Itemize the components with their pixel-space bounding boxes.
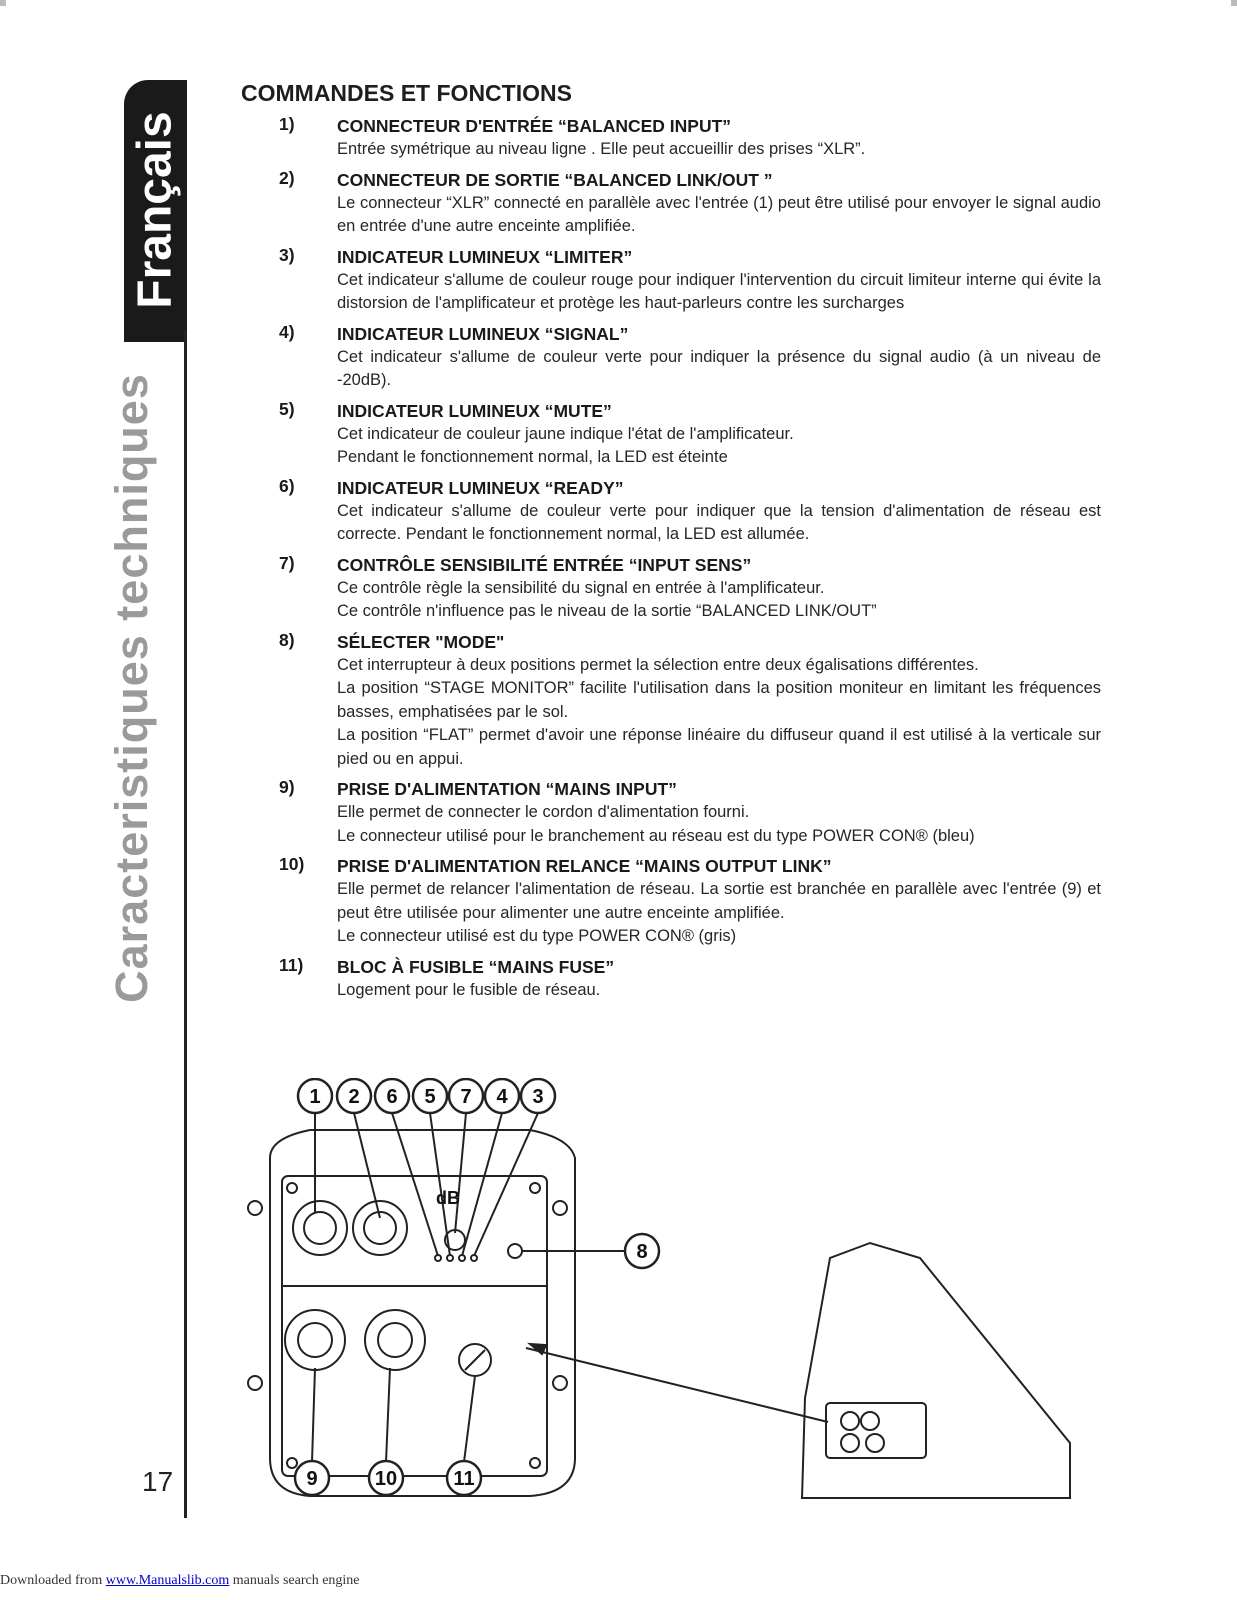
item-description: Cet indicateur de couleur jaune indique l'état de l'amplificateur. xyxy=(337,424,794,443)
function-item xyxy=(241,777,1101,848)
callout-label: 7 xyxy=(460,1086,472,1108)
item-heading: BLOC À FUSIBLE “MAINS FUSE” xyxy=(337,956,615,977)
callout-label: 8 xyxy=(636,1241,648,1263)
item-description: La position “FLAT” permet d'avoir une réponse linéaire du diffuseur quand il est utilisé à la verticale sur pied ou en appui. xyxy=(337,726,1101,768)
item-heading: PRISE D'ALIMENTATION “MAINS INPUT” xyxy=(337,779,677,799)
item-description: Elle permet de connecter le cordon d'alimentation fourni. xyxy=(337,803,750,821)
function-item xyxy=(241,245,1101,316)
callout-label: 2 xyxy=(348,1086,360,1108)
function-item xyxy=(241,630,1101,772)
footer-suffix: manuals search engine xyxy=(229,1573,360,1588)
item-number: 10) xyxy=(279,854,305,874)
item-number: 1) xyxy=(279,114,295,134)
item-number: 6) xyxy=(279,475,295,496)
function-item xyxy=(241,168,1101,239)
mode-switch xyxy=(508,1244,522,1258)
mount-hole xyxy=(553,1376,567,1390)
section-label: Caracteristiques techniques xyxy=(106,373,157,1003)
rear-panel-diagram xyxy=(230,1078,1090,1518)
item-heading: INDICATEUR LUMINEUX “READY” xyxy=(337,477,624,498)
item-description: Entrée symétrique au niveau ligne . Elle peut accueillir des prises “XLR”. xyxy=(337,140,866,158)
footer-prefix: Downloaded from xyxy=(0,1573,106,1588)
callout-label: 5 xyxy=(424,1086,436,1108)
callout-label: 4 xyxy=(496,1086,508,1108)
item-number: 5) xyxy=(279,398,295,419)
item-number: 3) xyxy=(279,244,295,265)
item-heading: INDICATEUR LUMINEUX “SIGNAL” xyxy=(337,323,629,344)
callout-label: 6 xyxy=(386,1086,398,1108)
function-item xyxy=(241,322,1101,393)
item-description: Cet indicateur s'allume de couleur verte pour indiquer la présence du signal audio (à un niveau de -20dB). xyxy=(337,347,1101,389)
item-description: Le connecteur utilisé pour le branchement au réseau est du type POWER CON® (bleu) xyxy=(337,826,975,845)
item-description: La position “STAGE MONITOR” facilite l'utilisation dans la position moniteur en limitant les fréquences basses, emphatisées par le sol. xyxy=(337,679,1101,721)
item-heading: INDICATEUR LUMINEUX “LIMITER” xyxy=(337,246,633,267)
function-item xyxy=(241,854,1101,949)
corner-mark xyxy=(0,0,6,6)
function-list xyxy=(241,114,1101,1008)
function-item xyxy=(241,955,1101,1003)
sidebar-rule xyxy=(184,330,187,1518)
item-heading: CONTRÔLE SENSIBILITÉ ENTRÉE “INPUT SENS” xyxy=(337,554,752,575)
mount-hole xyxy=(553,1201,567,1215)
item-description: Cet interrupteur à deux positions permet la sélection entre deux égalisations différentes. xyxy=(337,655,979,674)
mains-output-connector xyxy=(365,1310,425,1370)
corner-mark xyxy=(1231,0,1237,6)
function-item xyxy=(241,399,1101,470)
item-description: Ce contrôle règle la sensibilité du signal en entrée à l'amplificateur. xyxy=(337,578,825,597)
callout-label: 10 xyxy=(374,1468,398,1490)
item-description: Pendant le fonctionnement normal, la LED est éteinte xyxy=(337,448,728,466)
item-number: 2) xyxy=(279,167,295,188)
callout-label: 1 xyxy=(309,1086,321,1108)
item-heading: CONNECTEUR DE SORTIE “BALANCED LINK/OUT ” xyxy=(337,169,773,190)
callout-label: 3 xyxy=(532,1086,544,1108)
page-title: COMMANDES ET FONCTIONS xyxy=(241,80,572,106)
download-footer xyxy=(0,1573,360,1589)
item-heading: PRISE D'ALIMENTATION RELANCE “MAINS OUTPUT LINK” xyxy=(337,856,832,876)
xlr-input-connector xyxy=(293,1201,347,1255)
item-description: Cet indicateur s'allume de couleur verte pour indiquer que la tension d'alimentation de réseau est correcte. Pendant le fonctionnement normal, la LED est allumée. xyxy=(337,501,1101,543)
callout-label: 9 xyxy=(306,1468,318,1490)
function-item xyxy=(241,476,1101,547)
item-number: 7) xyxy=(279,552,295,573)
item-description: Logement pour le fusible de réseau. xyxy=(337,980,601,999)
item-description: Cet indicateur s'allume de couleur rouge pour indiquer l'intervention du circuit limiteur interne qui évite la distorsion de l'amplificateur et protège les haut-parleurs contre les surcharges xyxy=(337,270,1101,312)
item-description: Elle permet de relancer l'alimentation de réseau. La sortie est branchée en parallèle avec l'entrée (9) et peut être utilisée pour alimenter une autre enceinte amplifiée. xyxy=(337,880,1101,922)
item-number: 8) xyxy=(279,629,295,650)
item-number: 11) xyxy=(279,954,304,975)
item-heading: CONNECTEUR D'ENTRÉE “BALANCED INPUT” xyxy=(337,116,732,136)
item-number: 9) xyxy=(279,777,295,797)
mount-hole xyxy=(248,1376,262,1390)
function-item xyxy=(241,553,1101,624)
manualslib-link[interactable]: www.Manualslib.com xyxy=(105,1573,230,1588)
control-plate xyxy=(282,1176,547,1476)
mount-hole xyxy=(248,1201,262,1215)
item-heading: SÉLECTER "MODE" xyxy=(337,631,505,652)
page-number: 17 xyxy=(142,1466,174,1497)
brand-mark: dB xyxy=(436,1188,460,1208)
xlr-output-connector xyxy=(353,1201,407,1255)
wedge-monitor xyxy=(802,1243,1070,1498)
item-number: 4) xyxy=(279,321,295,342)
item-description: Le connecteur utilisé est du type POWER CON® (gris) xyxy=(337,927,737,945)
function-item xyxy=(241,114,1101,162)
item-heading: INDICATEUR LUMINEUX “MUTE” xyxy=(337,400,612,421)
mains-input-connector xyxy=(285,1310,345,1370)
item-description: Ce contrôle n'influence pas le niveau de la sortie “BALANCED LINK/OUT” xyxy=(337,602,877,620)
language-tab-label: Français xyxy=(128,111,182,309)
item-description: Le connecteur “XLR” connecté en parallèle avec l'entrée (1) peut être utilisé pour envoyer le signal audio en entrée d'une autre enceinte amplifiée. xyxy=(337,193,1101,235)
callout-label: 11 xyxy=(453,1468,475,1490)
